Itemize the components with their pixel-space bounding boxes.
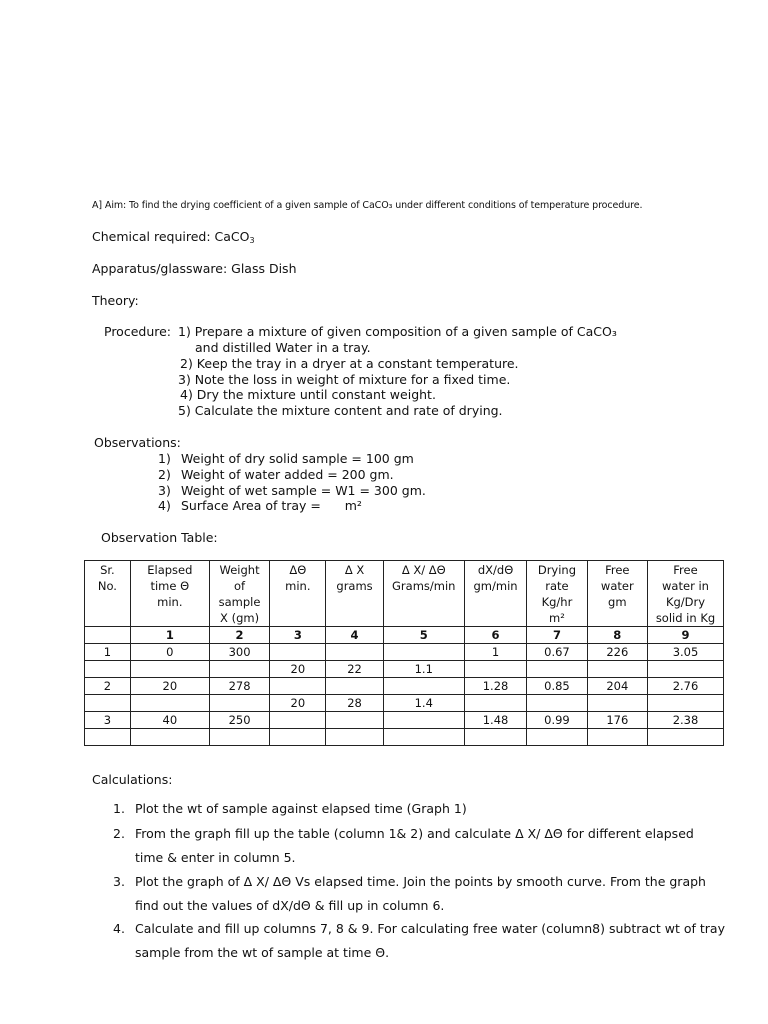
header-line: solid in Kg bbox=[655, 611, 716, 625]
table-cell: 3 bbox=[85, 712, 131, 729]
header-line: Δ X bbox=[344, 563, 365, 577]
table-cell bbox=[130, 695, 209, 712]
column-number-cell: 9 bbox=[647, 627, 723, 644]
calc-text: Calculate and fill up columns 7, 8 & 9. For calculating free water (column8) subtract wt of tray bbox=[135, 921, 725, 936]
table-cell bbox=[326, 678, 383, 695]
table-cell bbox=[587, 729, 647, 746]
observation-table bbox=[84, 560, 724, 746]
theory-heading: Theory: bbox=[92, 293, 139, 308]
table-cell: 2.38 bbox=[647, 712, 723, 729]
table-cell bbox=[85, 729, 131, 746]
table-cell bbox=[587, 695, 647, 712]
column-number-cell: 6 bbox=[464, 627, 526, 644]
table-row bbox=[85, 729, 724, 746]
observation-item bbox=[158, 498, 362, 513]
column-number-cell: 5 bbox=[383, 627, 464, 644]
table-cell: 40 bbox=[130, 712, 209, 729]
chemical-required bbox=[92, 229, 255, 245]
table-row bbox=[85, 695, 724, 712]
header-line: of bbox=[234, 579, 246, 593]
table-cell bbox=[527, 729, 587, 746]
aim-text: A] Aim: To find the drying coefficient of a given sample of CaCO₃ under different conditions of temperature procedure. bbox=[92, 200, 643, 211]
table-header-row bbox=[85, 561, 724, 627]
table-cell bbox=[209, 729, 269, 746]
chemical-value: CaCO bbox=[214, 229, 250, 244]
procedure-step: 2) Keep the tray in a dryer at a constant temperature. bbox=[180, 356, 519, 371]
calc-text: time & enter in column 5. bbox=[135, 850, 296, 865]
table-cell: 1 bbox=[464, 644, 526, 661]
header-line: water bbox=[600, 579, 634, 593]
table-cell bbox=[464, 729, 526, 746]
table-cell: 226 bbox=[587, 644, 647, 661]
observations-heading: Observations: bbox=[94, 435, 181, 450]
table-cell bbox=[383, 644, 464, 661]
table-cell bbox=[130, 729, 209, 746]
header-line: Weight bbox=[219, 563, 260, 577]
observation-num: 4) bbox=[158, 498, 171, 513]
table-cell: 2 bbox=[85, 678, 131, 695]
header-line: Elapsed bbox=[147, 563, 193, 577]
observation-text: Weight of water added = 200 gm. bbox=[181, 467, 394, 482]
table-cell bbox=[647, 661, 723, 678]
table-header-cell bbox=[85, 561, 131, 627]
table-cell: 250 bbox=[209, 712, 269, 729]
table-cell: 204 bbox=[587, 678, 647, 695]
column-number-cell: 2 bbox=[209, 627, 269, 644]
table-header-cell bbox=[383, 561, 464, 627]
procedure-step: 4) Dry the mixture until constant weight. bbox=[180, 387, 436, 402]
header-line: sample bbox=[218, 595, 261, 609]
table-cell bbox=[130, 661, 209, 678]
chemical-label: Chemical required: bbox=[92, 229, 215, 244]
chemical-subscript: 3 bbox=[249, 236, 255, 245]
table-header-cell bbox=[209, 561, 269, 627]
table-cell bbox=[647, 729, 723, 746]
calc-number: 4. bbox=[113, 921, 125, 936]
table-cell: 28 bbox=[326, 695, 383, 712]
table-cell bbox=[85, 695, 131, 712]
table-cell: 0.99 bbox=[527, 712, 587, 729]
table-cell bbox=[326, 729, 383, 746]
table-header-cell bbox=[647, 561, 723, 627]
table-cell: 22 bbox=[326, 661, 383, 678]
calc-text: Plot the graph of Δ X/ ΔΘ Vs elapsed time. Join the points by smooth curve. From the graph bbox=[135, 874, 706, 889]
table-cell: 3.05 bbox=[647, 644, 723, 661]
procedure-step: 5) Calculate the mixture content and rate of drying. bbox=[178, 403, 503, 418]
header-line: time Θ bbox=[150, 579, 190, 593]
table-cell: 0 bbox=[130, 644, 209, 661]
column-number-cell: 1 bbox=[130, 627, 209, 644]
table-cell bbox=[527, 661, 587, 678]
table-row bbox=[85, 644, 724, 661]
column-number-cell: 3 bbox=[270, 627, 326, 644]
header-line: Kg/Dry bbox=[665, 595, 706, 609]
table-cell: 20 bbox=[270, 661, 326, 678]
table-header-cell bbox=[326, 561, 383, 627]
header-line: rate bbox=[545, 579, 569, 593]
calculations-heading: Calculations: bbox=[92, 772, 173, 787]
column-number-cell bbox=[85, 627, 131, 644]
column-number-cell: 7 bbox=[527, 627, 587, 644]
observation-num: 2) bbox=[158, 467, 171, 482]
table-cell: 2.76 bbox=[647, 678, 723, 695]
table-cell: 300 bbox=[209, 644, 269, 661]
observation-item bbox=[158, 451, 414, 466]
table-cell: 0.85 bbox=[527, 678, 587, 695]
table-cell: 278 bbox=[209, 678, 269, 695]
table-cell bbox=[209, 661, 269, 678]
header-line: Free bbox=[605, 563, 630, 577]
table-cell: 20 bbox=[130, 678, 209, 695]
table-cell bbox=[209, 695, 269, 712]
table-cell bbox=[383, 712, 464, 729]
calc-text: From the graph fill up the table (column 1& 2) and calculate Δ X/ ΔΘ for different elapsed bbox=[135, 826, 694, 841]
table-row bbox=[85, 661, 724, 678]
table-cell: 1 bbox=[85, 644, 131, 661]
header-line: Δ X/ ΔΘ bbox=[401, 563, 446, 577]
header-line: Kg/hr bbox=[541, 595, 573, 609]
table-cell bbox=[270, 729, 326, 746]
table-cell bbox=[587, 661, 647, 678]
header-line: water in bbox=[662, 579, 709, 593]
header-line: gm bbox=[608, 595, 627, 609]
table-cell bbox=[383, 729, 464, 746]
table-cell bbox=[270, 678, 326, 695]
header-line: Sr. bbox=[100, 563, 115, 577]
header-line: gm/min bbox=[473, 579, 518, 593]
table-cell bbox=[527, 695, 587, 712]
column-number-row bbox=[85, 627, 724, 644]
observation-text: Weight of dry solid sample = 100 gm bbox=[181, 451, 414, 466]
table-cell: 176 bbox=[587, 712, 647, 729]
table-cell: 1.28 bbox=[464, 678, 526, 695]
observation-text: Surface Area of tray = m² bbox=[181, 498, 362, 513]
header-line: m² bbox=[549, 611, 565, 625]
table-cell: 0.67 bbox=[527, 644, 587, 661]
calc-number: 1. bbox=[113, 801, 125, 816]
procedure-label: Procedure: bbox=[104, 324, 172, 339]
header-line: grams bbox=[336, 579, 373, 593]
table-cell: 1.48 bbox=[464, 712, 526, 729]
header-line: X (gm) bbox=[220, 611, 260, 625]
observation-num: 1) bbox=[158, 451, 171, 466]
table-cell: 1.4 bbox=[383, 695, 464, 712]
table-cell bbox=[464, 661, 526, 678]
table-cell bbox=[270, 712, 326, 729]
column-number-cell: 4 bbox=[326, 627, 383, 644]
procedure-step: and distilled Water in a tray. bbox=[195, 340, 371, 355]
table-cell bbox=[383, 678, 464, 695]
observation-num: 3) bbox=[158, 483, 171, 498]
table-row bbox=[85, 712, 724, 729]
table-cell bbox=[647, 695, 723, 712]
apparatus-line: Apparatus/glassware: Glass Dish bbox=[92, 261, 297, 276]
table-cell bbox=[326, 712, 383, 729]
calc-number: 2. bbox=[113, 826, 125, 841]
header-line: Free bbox=[673, 563, 698, 577]
table-cell bbox=[85, 661, 131, 678]
observation-item bbox=[158, 467, 394, 482]
table-cell bbox=[270, 644, 326, 661]
observation-text: Weight of wet sample = W1 = 300 gm. bbox=[181, 483, 426, 498]
table-cell bbox=[326, 644, 383, 661]
header-line: dX/dΘ bbox=[477, 563, 514, 577]
procedure-step: 3) Note the loss in weight of mixture for a fixed time. bbox=[178, 372, 511, 387]
procedure-step: 1) Prepare a mixture of given composition of a given sample of CaCO₃ bbox=[178, 324, 617, 339]
header-line: No. bbox=[97, 579, 117, 593]
calc-text: sample from the wt of sample at time Θ. bbox=[135, 945, 390, 960]
column-number-cell: 8 bbox=[587, 627, 647, 644]
header-line: min. bbox=[157, 595, 183, 609]
header-line: ΔΘ bbox=[289, 563, 307, 577]
table-header-cell bbox=[270, 561, 326, 627]
table-header-cell bbox=[587, 561, 647, 627]
table-header-cell bbox=[130, 561, 209, 627]
calc-number: 3. bbox=[113, 874, 125, 889]
header-line: Drying bbox=[537, 563, 577, 577]
table-row bbox=[85, 678, 724, 695]
header-line: min. bbox=[285, 579, 311, 593]
table-cell bbox=[464, 695, 526, 712]
table-cell: 20 bbox=[270, 695, 326, 712]
table-header-cell bbox=[464, 561, 526, 627]
calc-text: Plot the wt of sample against elapsed time (Graph 1) bbox=[135, 801, 467, 816]
observation-item bbox=[158, 483, 426, 498]
table-header-cell bbox=[527, 561, 587, 627]
calc-text: find out the values of dX/dΘ & fill up in column 6. bbox=[135, 898, 445, 913]
table-cell: 1.1 bbox=[383, 661, 464, 678]
header-line: Grams/min bbox=[392, 579, 456, 593]
table-title: Observation Table: bbox=[101, 530, 218, 545]
